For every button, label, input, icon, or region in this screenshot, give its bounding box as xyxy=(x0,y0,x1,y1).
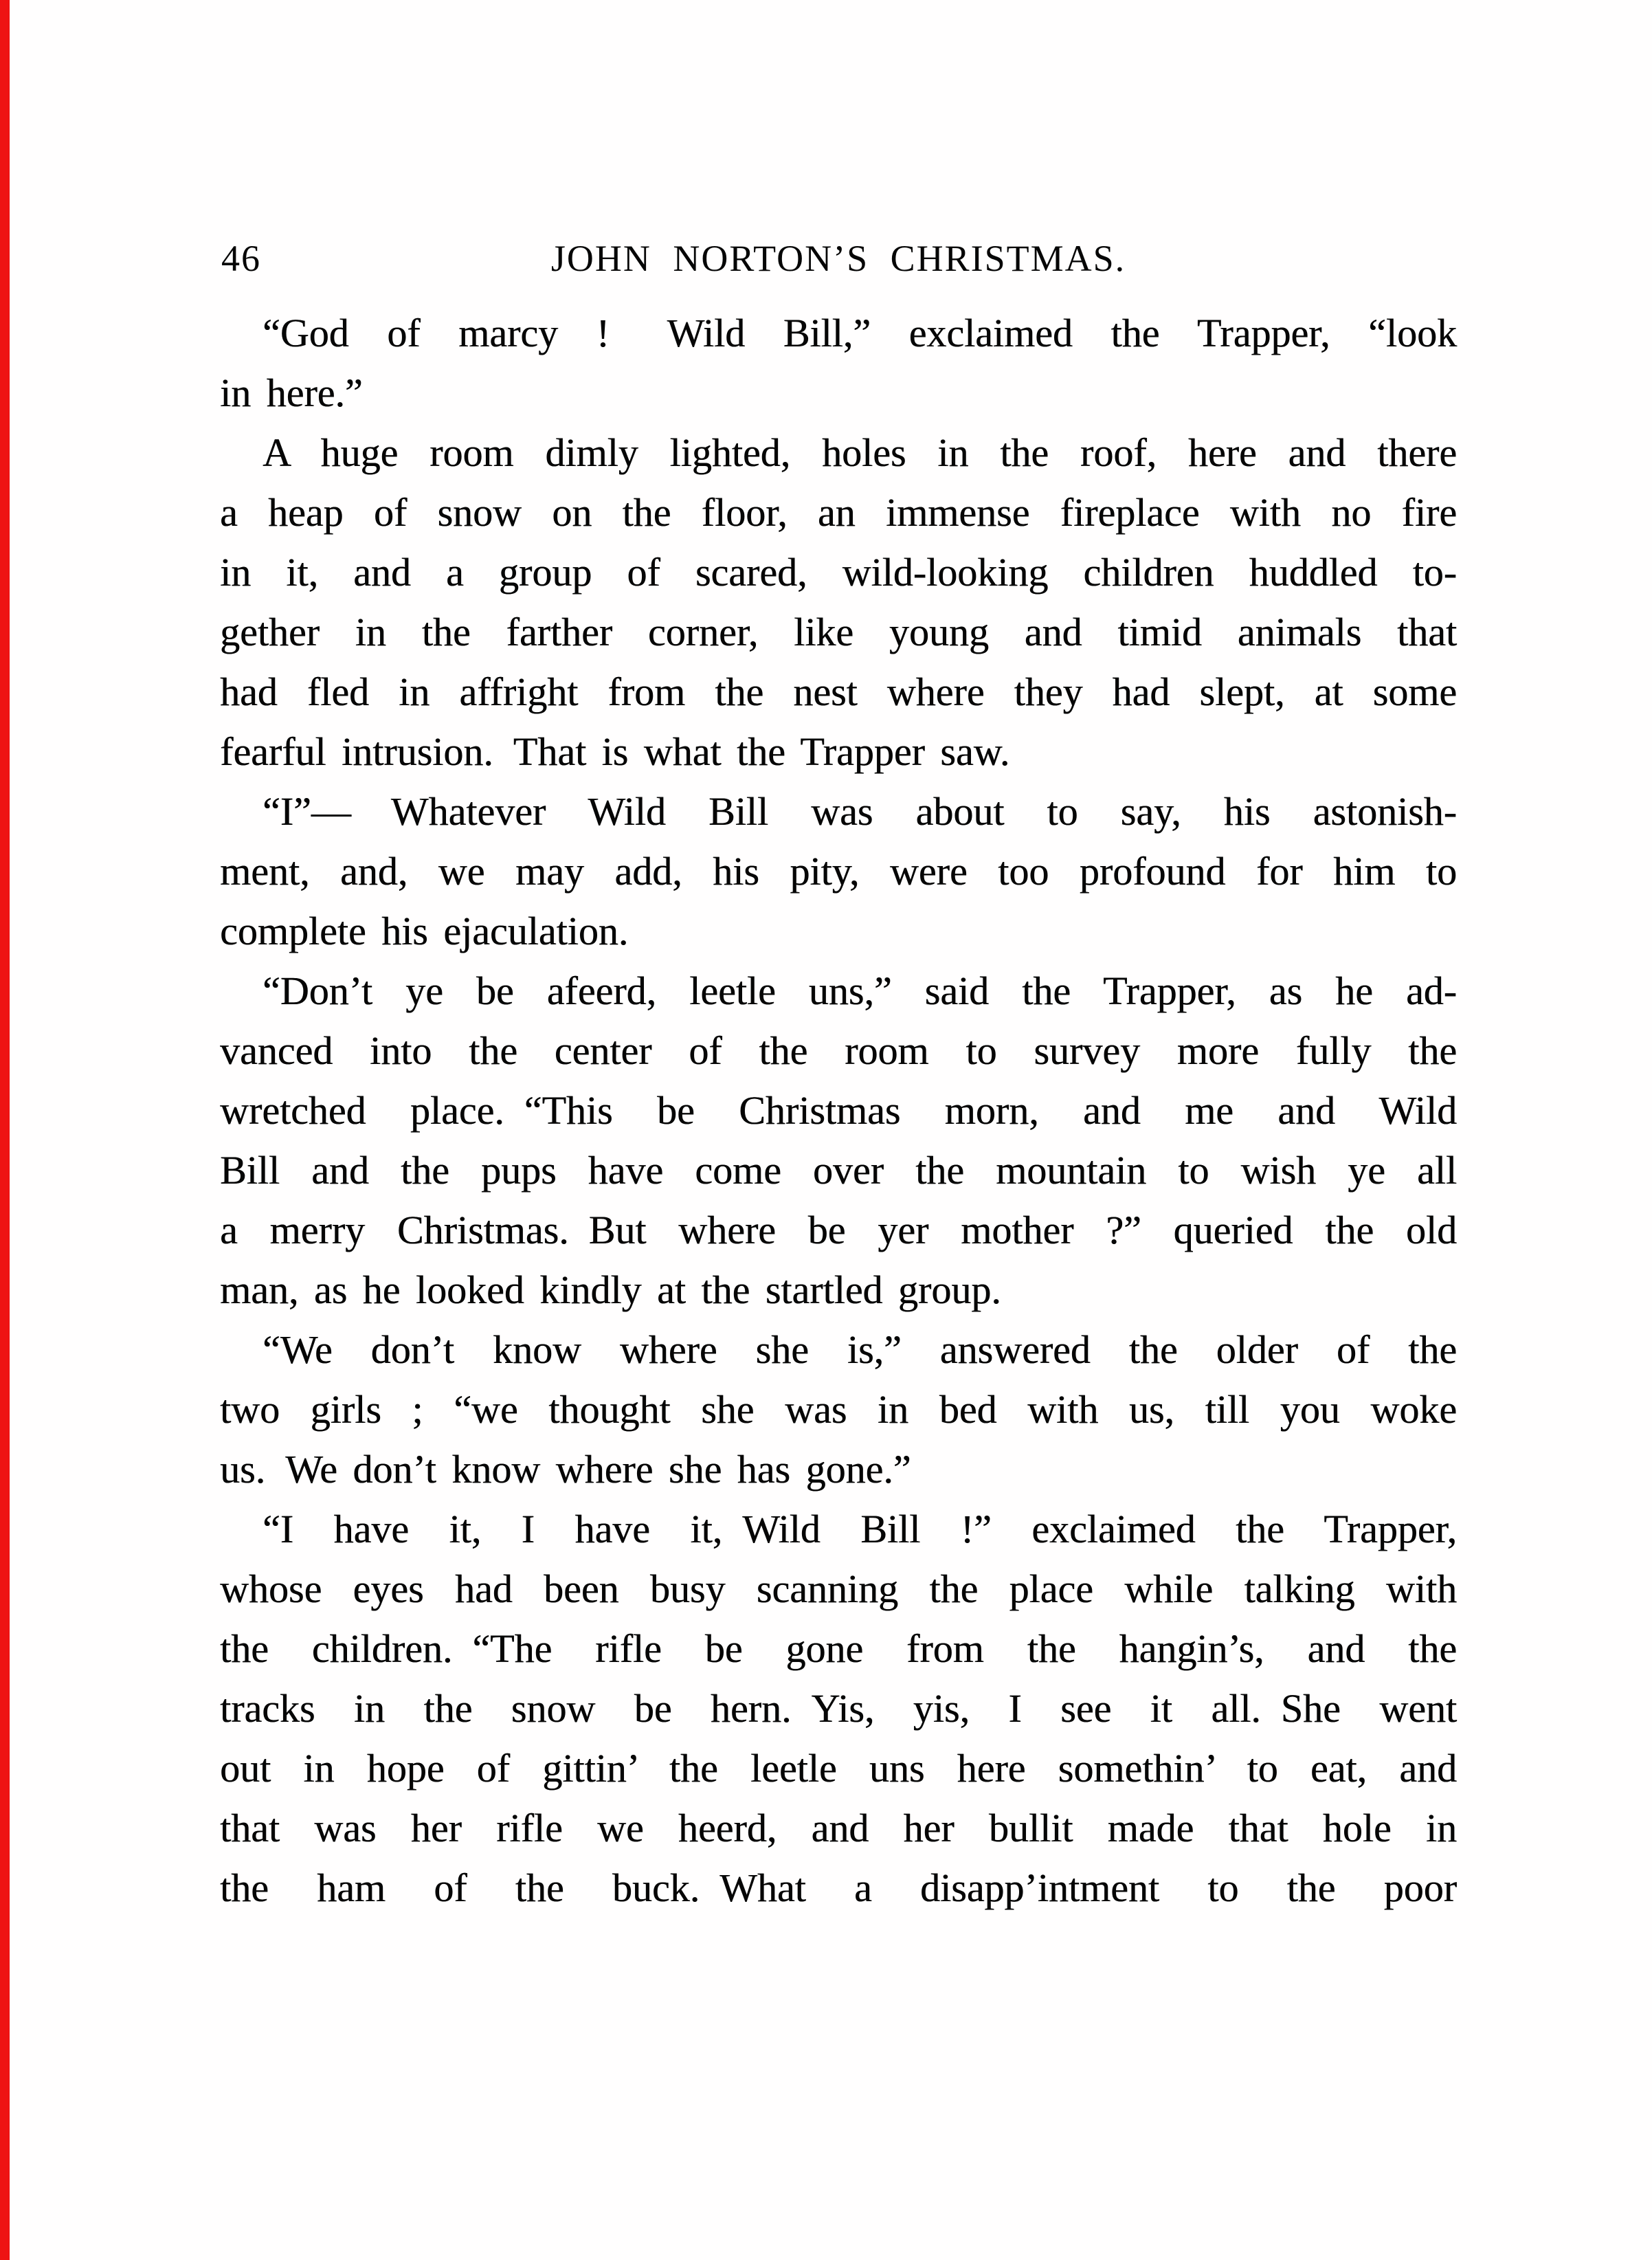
text-line: vanced into the center of the room to survey more fully the xyxy=(220,1028,1457,1073)
text-line: in it, and a group of scared, wild-looking children huddled to- xyxy=(220,550,1457,595)
text-line: gether in the farther corner, like young and timid animals that xyxy=(220,610,1457,654)
scan-edge-stripe xyxy=(0,0,10,2260)
text-line: fearful intrusion. That is what the Trapper saw. xyxy=(220,729,1010,774)
running-header: JOHN NORTON’S CHRISTMAS. xyxy=(550,238,1126,279)
text-line: two girls ; “we thought she was in bed with us, till you woke xyxy=(220,1387,1457,1432)
text-line: a heap of snow on the floor, an immense fireplace with no fire xyxy=(220,490,1457,535)
text-line: a merry Christmas. But where be yer mother ?” queried the old xyxy=(220,1208,1457,1252)
page-header xyxy=(220,239,1457,280)
text-line: man, as he looked kindly at the startled group. xyxy=(220,1267,1001,1312)
text-line: Bill and the pups have come over the mountain to wish ye all xyxy=(220,1148,1457,1193)
page-number: 46 xyxy=(221,238,261,279)
text-line: whose eyes had been busy scanning the place while talking with xyxy=(220,1566,1457,1611)
text-line: ment, and, we may add, his pity, were too profound for him to xyxy=(220,849,1457,894)
text-line: wretched place. “This be Christmas morn, and me and Wild xyxy=(220,1088,1457,1133)
text-line: “God of marcy ! Wild Bill,” exclaimed the Trapper, “look xyxy=(263,311,1457,355)
text-line: A huge room dimly lighted, holes in the roof, here and there xyxy=(263,430,1457,475)
text-line: “I have it, I have it, Wild Bill !” exclaimed the Trapper, xyxy=(263,1507,1457,1551)
text-line: in here.” xyxy=(220,370,363,415)
text-line: the children. “The rifle be gone from the hangin’s, and the xyxy=(220,1626,1457,1671)
text-line: that was her rifle we heerd, and her bullit made that hole in xyxy=(220,1806,1457,1850)
text-line: us. We don’t know where she has gone.” xyxy=(220,1447,911,1492)
page-text xyxy=(220,303,1457,1918)
text-line: complete his ejaculation. xyxy=(220,909,629,953)
text-line: “Don’t ye be afeerd, leetle uns,” said the Trapper, as he ad- xyxy=(263,968,1457,1013)
text-line: had fled in affright from the nest where they had slept, at some xyxy=(220,669,1457,714)
text-line: the ham of the buck. What a disapp’intment to the poor xyxy=(220,1865,1457,1910)
text-line: out in hope of gittin’ the leetle uns here somethin’ to eat, and xyxy=(220,1746,1457,1791)
text-line: tracks in the snow be hern. Yis, yis, I see it all. She went xyxy=(220,1686,1457,1731)
text-line: “I”— Whatever Wild Bill was about to say, his astonish- xyxy=(263,789,1457,834)
text-line: “We don’t know where she is,” answered the older of the xyxy=(263,1327,1457,1372)
